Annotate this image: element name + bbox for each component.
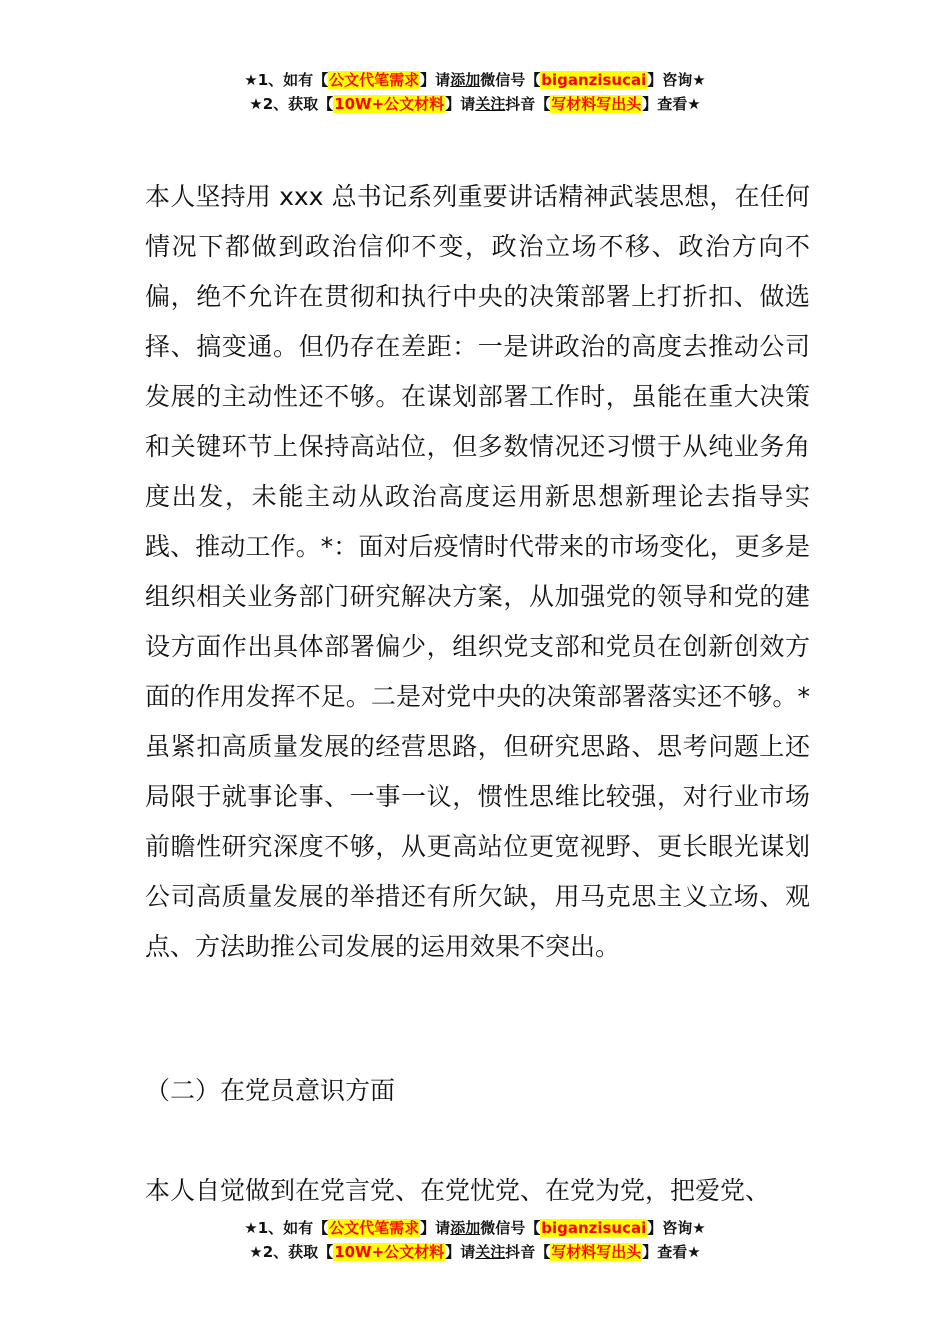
- promo-highlight: 10W+公文材料: [334, 95, 445, 113]
- promo-text: ★2、获取【: [249, 95, 334, 113]
- promo-text: 微信号【: [480, 71, 541, 89]
- promo-text: 】请: [420, 71, 451, 89]
- promo-text: 抖音【: [505, 95, 551, 113]
- promo-text: 】查看★: [642, 95, 701, 113]
- promo-highlight: 公文代笔需求: [329, 1219, 420, 1237]
- promo-highlight: biganzisucai: [541, 71, 647, 89]
- promo-highlight: 写材料写出头: [551, 95, 642, 113]
- promo-highlight: 写材料写出头: [551, 1243, 642, 1261]
- top-promo-banner: [0, 68, 950, 116]
- promo-text: 】请: [420, 1219, 451, 1237]
- promo-emphasis: 关注: [475, 95, 506, 113]
- bottom-promo-banner: [0, 1216, 950, 1264]
- promo-text: 微信号【: [480, 1219, 541, 1237]
- promo-text: 】请: [445, 95, 476, 113]
- promo-text: 】咨询★: [647, 1219, 706, 1237]
- body-paragraph: 本人自觉做到在党言党、在党忧党、在党为党，把爱党、: [145, 1176, 771, 1205]
- promo-line-2: [0, 92, 950, 116]
- promo-line-2: [0, 1240, 950, 1264]
- promo-text: 】咨询★: [647, 71, 706, 89]
- promo-text: 】请: [445, 1243, 476, 1261]
- promo-emphasis: 添加: [450, 71, 481, 89]
- body-paragraph: 本人坚持用 xxx 总书记系列重要讲话精神武装思想，在任何情况下都做到政治信仰不变，政治立场不移、政治方向不偏，绝不允许在贯彻和执行中央的决策部署上打折扣、做选择、搞变通。但仍存在差距：一是讲政治的高度去推动公司发展的主动性还不够。在谋划部署工作时，虽能在重大决策和关键环节上保持高站位，但多数情况还习惯于从纯业务角度出发，未能主动从政治高度运用新思想新理论去指导实践、推动工作。*：面对后疫情时代带来的市场变化，更多是组织相关业务部门研究解决方案，从加强党的领导和党的建设方面作出具体部署偏少，组织党支部和党员在创新创效方面的作用发挥不足。二是对党中央的决策部署落实还不够。*虽紧扣高质量发展的经营思路，但研究思路、思考问题上还局限于就事论事、一事一议，惯性思维比较强，对行业市场前瞻性研究深度不够，从更高站位更宽视野、更长眼光谋划公司高质量发展的举措还有所欠缺，用马克思主义立场、观点、方法助推公司发展的运用效果不突出。: [145, 182, 810, 961]
- promo-highlight: biganzisucai: [541, 1219, 647, 1237]
- promo-highlight: 10W+公文材料: [334, 1243, 445, 1261]
- promo-line-1: [0, 68, 950, 92]
- promo-text: 抖音【: [505, 1243, 551, 1261]
- promo-emphasis: 添加: [450, 1219, 481, 1237]
- promo-text: ★1、如有【: [244, 71, 329, 89]
- promo-line-1: [0, 1216, 950, 1240]
- promo-text: ★1、如有【: [244, 1219, 329, 1237]
- promo-text: 】查看★: [642, 1243, 701, 1261]
- section-heading: （二）在党员意识方面: [145, 1076, 396, 1105]
- promo-emphasis: 关注: [475, 1243, 506, 1261]
- promo-text: ★2、获取【: [249, 1243, 334, 1261]
- promo-highlight: 公文代笔需求: [329, 71, 420, 89]
